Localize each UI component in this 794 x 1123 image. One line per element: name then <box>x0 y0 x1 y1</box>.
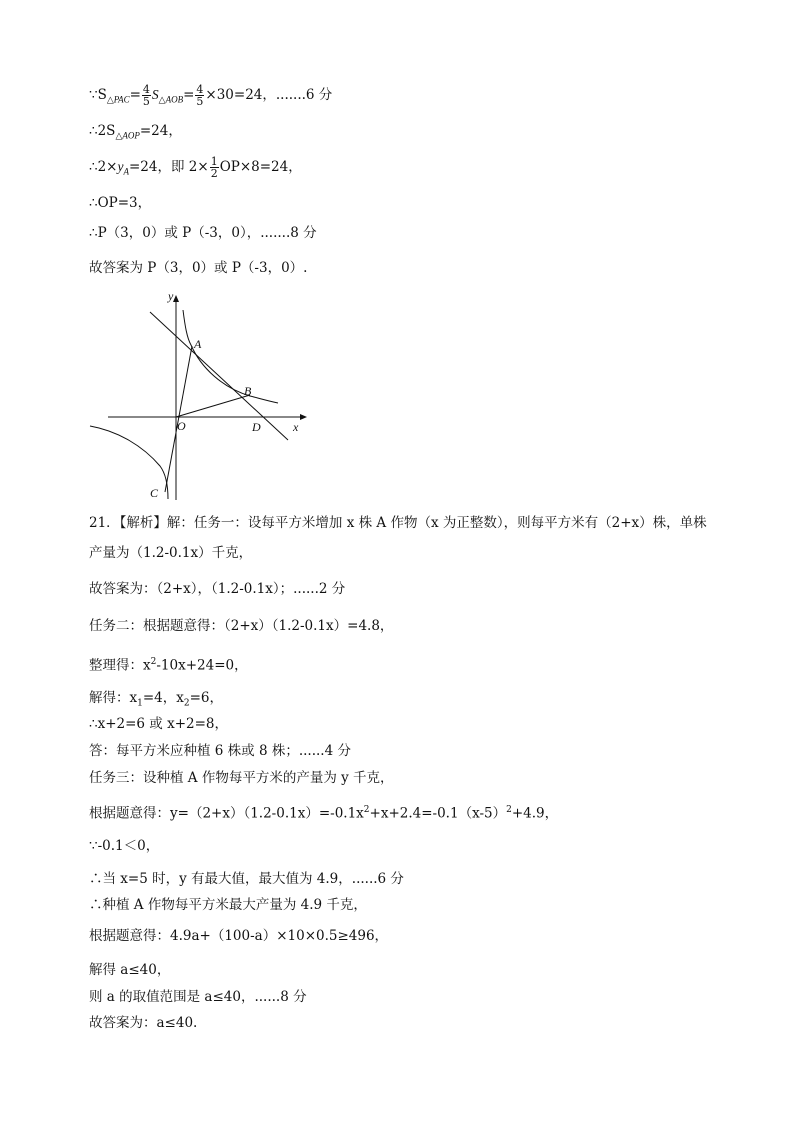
text: -10x+24=0， <box>156 657 248 674</box>
p21-line-4: 任务二：根据题意得：（2+x）（1.2-0.1x）=4.8， <box>89 618 394 634</box>
p21-line-5 <box>89 652 248 676</box>
superscript: 2 <box>363 805 370 815</box>
formula-line-1 <box>89 84 332 110</box>
formula-line-3 <box>89 156 302 182</box>
text: ∴2× <box>89 159 118 175</box>
text: ×30=24，.......6 分 <box>205 87 333 103</box>
text: +4.9， <box>511 805 559 822</box>
formula-line-4: ∴OP=3， <box>89 195 152 211</box>
formula-line-2 <box>89 121 182 146</box>
label-b: B <box>244 384 252 398</box>
p21-line-16: 则 a 的取值范围是 a≤40，......8 分 <box>89 989 307 1005</box>
x-axis-arrow <box>300 414 307 420</box>
segment-ob <box>176 395 250 417</box>
p21-line-1: 21．【解析】解：任务一：设每平方米增加 x 株 A 作物（x 为正整数），则每平方米有（2+x）株，单株 <box>89 515 707 531</box>
label-a: A <box>194 337 202 351</box>
text: =24， <box>139 123 182 139</box>
label-c: C <box>150 486 159 500</box>
text: S <box>151 87 159 102</box>
text: 根据题意得：y=（2+x）（1.2-0.1x）=-0.1x <box>89 805 364 822</box>
fraction: $\frac{4}{5}$ <box>196 83 204 108</box>
p21-line-14: 根据题意得：4.9a+（100-a）×10×0.5≥496， <box>89 928 389 944</box>
p21-line-3: 故答案为：（2+x），（1.2-0.1x）；......2 分 <box>89 581 346 597</box>
p21-line-12: ∴当 x=5 时，y 有最大值，最大值为 4.9，......6 分 <box>89 871 404 887</box>
text: =4，x <box>142 690 184 706</box>
answer-line-21: 故答案为：a≤40. <box>89 1015 198 1031</box>
subscript: △PAC <box>106 94 130 105</box>
text: =24，即 2× <box>129 159 209 175</box>
formula-line-5: ∴P（3，0）或 P（-3，0），.......8 分 <box>89 225 317 241</box>
label-o: O <box>177 419 186 433</box>
line-ab <box>150 312 288 440</box>
subscript: 2 <box>183 698 190 709</box>
coordinate-figure <box>88 286 318 504</box>
p21-line-15: 解得 a≤40， <box>89 962 171 978</box>
p21-line-11: ∵-0.1＜0， <box>89 838 160 854</box>
text: +x+2.4=-0.1（x-5） <box>369 805 507 822</box>
p21-line-10 <box>89 800 558 824</box>
text: ∴2S <box>89 123 116 139</box>
subscript: 1 <box>137 698 143 709</box>
p21-line-13: ∴种植 A 作物每平方米最大产量为 4.9 千克， <box>89 897 367 913</box>
label-d: D <box>252 420 261 434</box>
p21-line-6 <box>89 688 223 714</box>
subscript: △AOB <box>158 94 184 105</box>
subscript: △AOP <box>115 130 140 141</box>
text: 解得：x <box>89 690 138 706</box>
label-x: x <box>293 420 299 434</box>
p21-line-8: 答：每平方米应种植 6 株或 8 株；......4 分 <box>89 743 351 759</box>
text: = <box>129 87 141 103</box>
answer-line-20: 故答案为 P（3，0）或 P（-3，0）. <box>89 260 308 276</box>
text: ∵S <box>89 87 107 103</box>
text: =6， <box>189 690 224 706</box>
p21-line-2: 产量为（1.2-0.1x）千克， <box>89 545 253 561</box>
text: 整理得：x <box>89 657 151 674</box>
label-y: y <box>168 289 174 303</box>
fraction: $\frac{1}{2}$ <box>210 155 218 180</box>
subscript: A <box>123 166 129 177</box>
text: y <box>117 159 124 174</box>
text: = <box>183 87 195 103</box>
superscript: 2 <box>506 805 512 815</box>
y-axis-arrow <box>173 295 179 302</box>
superscript: 2 <box>150 657 157 667</box>
p21-line-9: 任务三：设种植 A 作物每平方米的产量为 y 千克， <box>89 770 394 786</box>
p21-line-7: ∴x+2=6 或 x+2=8， <box>89 716 229 732</box>
fraction: $\frac{4}{5}$ <box>142 83 150 108</box>
text: OP×8=24， <box>219 159 302 175</box>
